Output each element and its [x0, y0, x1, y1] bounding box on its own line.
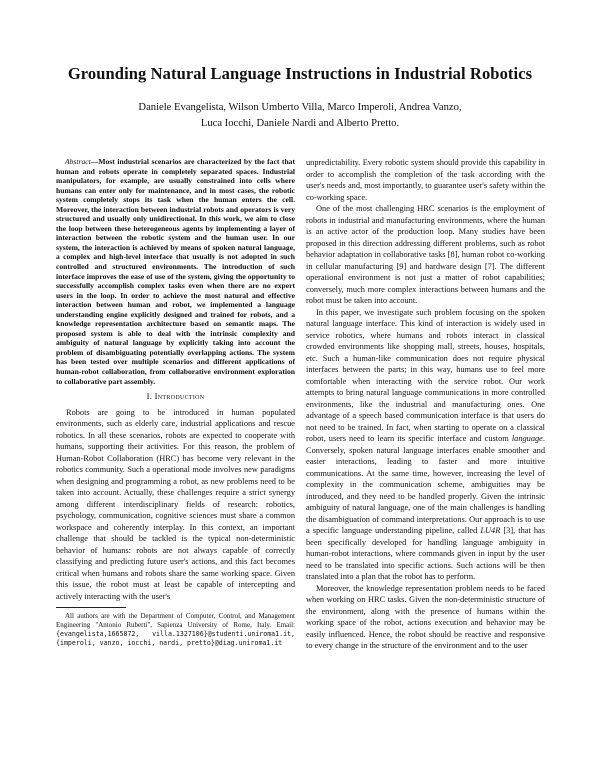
abstract-text: Most industrial scenarios are characterized by the fact that human and robots operate in completely separated spaces. Industrial manipulators, for example, are usually constrained into cells where humans can enter only for maintenance, and in most cases, the robotic system completely stops its task when the human enters the cell. Moreover, the interaction between industrial robots and operators is very structured and usually only unidirectional. In this work, we aim to close the loop between these heterogeneous agents by implementing a layer of interaction between the robotic system and the human user. In our system, the interaction is achieved by means of spoken natural language, a complex and high-level interface that usually is not adopted in such controlled and structured environments. The introduction of such interface improves the ease of use of the system, giving the opportunity to successfully accomplish complex tasks even when there are no expert users in the loop. In order to achieve the most natural and effective interaction between human and robot, we implemented a language understanding engine explicitly designed and trained for robots, and a knowledge representation architecture based on semantic maps. The proposed system is able to deal with the intrinsic complexity and ambiguity of natural language by explicitly taking into account the problem of disambiguating potentially overlapping actions. The system has been tested over multiple scenarios and different applications of human-robot collaboration, from collaborative environment exploration to collaborative part assembly.: [56, 157, 295, 386]
right-paragraph-3-part-a: In this paper, we investigate such problem focusing on the spoken natural language interface. This kind of interaction is widely used in service robotics, where humans and robots interact in classical crowded environments like shopping mall, streets, houses, hospitals, etc. Such a human-like communication does not require physical interfaces between the parts; in this way, humans use to feel more comfortable when interacting with the service robot. Our work attempts to bring natural language communications in more controlled environments, like the industrial and manufacturing ones. One advantage of a speech based communication interface is that users do not need to be trained. In fact, when starting to operate on a classical robot, users need to learn its specific interface and custom: [306, 307, 545, 443]
author-list: [80, 100, 520, 131]
footnote-text: All authors are with the Department of Computer, Control, and Management Engineering "Antonio Ruberti", Sapienza University of Rome, Italy. Email:: [56, 612, 295, 630]
intro-paragraph-1: Robots are going to be introduced in human populated environments, such as elderly care, industrial applications and rescue robotics. In all these scenarios, robots are expected to cooperate with humans, supporting their activities. For this reason, the problem of Human-Robot Collaboration (HRC) has become very relevant in the robotics community. Such a operational mode involves new paradigms when designing and programming a robot, as new problems need to be taken into account. Actually, these challenges require a strict synergy among different interdisciplinary fields of research: robotics, psychology, communication, cognitive sciences must share a common workspace and coherently interplay. In this context, an important challenge that should be tackled is the typical non-deterministic behavior of humans: robots are not always capable of correctly classifying and predicting future user's actions, and this fact becomes critical when humans and robots share the same working space. Given this issue, the robot must at least be capable of intercepting and actively interacting with the user's: [56, 407, 295, 601]
abstract-dash: —: [90, 157, 99, 166]
right-paragraph-2: One of the most challenging HRC scenarios is the employment of robots in industrial and manufacturing environments, where the human is an active actor of the production loop. Many studies have been proposed in this direction addressing different problems, such as robot behavior adaptation in collaborative tasks [8], human robot co-working in cellular manufacturing [9] and hardware design [7]. The different operational environment is not just a matter of robot capabilities; conversely, much more complex interactions between humans and the robot must be taken into account.: [306, 204, 545, 305]
right-paragraph-1: unpredictability. Every robotic system should provide this capability in order to accomplish the completion of the task according with the user's needs and, most importantly, to guarantee user's safety within the co-working space.: [306, 158, 545, 202]
footnote: [56, 612, 295, 648]
right-paragraph-3: [306, 307, 545, 583]
left-column: [56, 157, 295, 648]
paper-title: Grounding Natural Language Instructions in Industrial Robotics: [67, 64, 533, 83]
right-paragraph-4: Moreover, the knowledge representation problem needs to be faced when working on HRC tasks. Given the non-deterministic structure of the environment, along with the presence of humans within the working space of the robot, actions execution and behavior may be easily influenced. Hence, the robot should be reactive and responsive to every change in the structure of the environment and to the user: [306, 583, 545, 650]
section-number: I.: [146, 391, 153, 402]
right-column: [306, 157, 545, 652]
author-line-2: Luca Iocchi, Daniele Nardi and Alberto Pretto.: [200, 117, 400, 129]
section-heading-introduction: [56, 391, 295, 403]
right-paragraph-3-part-c: [3], that has been specifically developed for handling language ambiguity in human-robot interactions, where commands given in input by the user need to be translated into specific actions. Such actions will be then translated into a plan that the robot has to perform.: [306, 526, 545, 581]
abstract-label: Abstract: [65, 157, 91, 166]
footnote-emails: {evangelista,1665872, villa.1327106}@studenti.uniroma1.it, {imperoli, vanzo, iocchi, nardi, pretto}@diag.uniroma1.it: [56, 630, 295, 648]
author-line-1: Daniele Evangelista, Wilson Umberto Villa, Marco Imperoli, Andrea Vanzo,: [138, 102, 462, 113]
footnote-rule: [56, 607, 126, 608]
abstract: [56, 157, 295, 386]
emphasis-language: language: [511, 434, 543, 443]
emphasis-lu4r: LU4R: [480, 526, 501, 535]
right-paragraph-3-part-b: . Conversely, spoken natural language interfaces enable smoother and easier interactions, leading to faster and more intuitive communications. At the same time, however, increasing the level of complexity in the communication scheme, ambiguities may be introduced, and they need to be handled properly. Given the intrinsic ambiguity of natural language, one of the main challenges is handling the disambiguation of command interpretations. Our approach is to use a specific language understanding pipeline, called: [306, 434, 545, 535]
section-title: Introduction: [154, 391, 205, 402]
